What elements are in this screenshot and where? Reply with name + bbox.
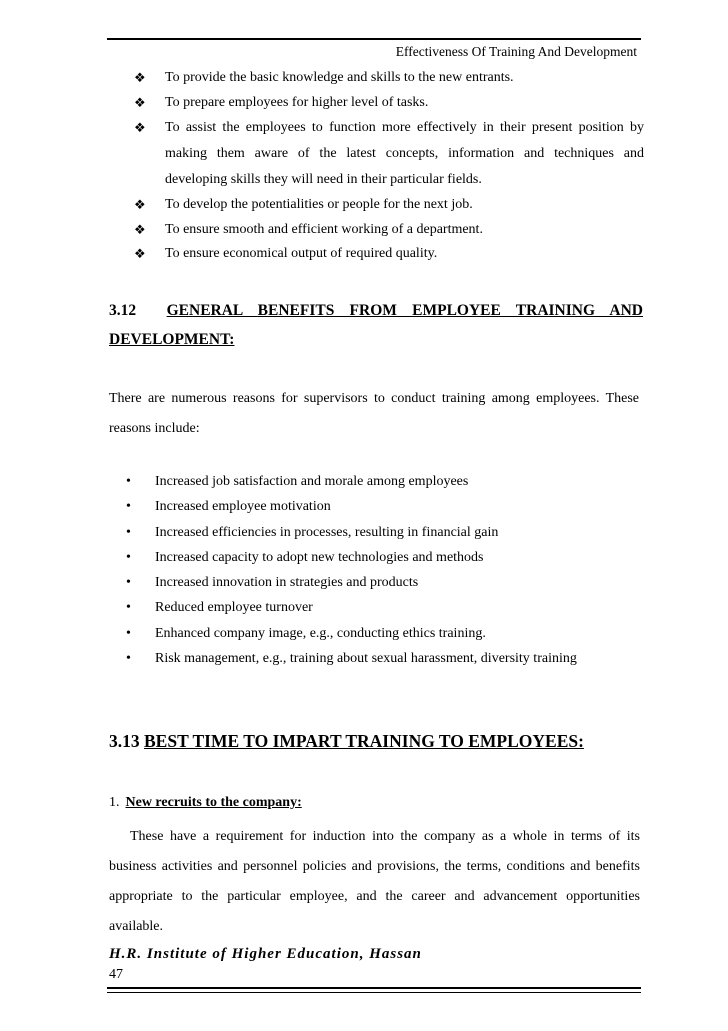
diamond-bullet-icon: ❖ [134, 197, 146, 212]
bullet-dot-icon: • [126, 499, 131, 515]
list-item [134, 66, 644, 91]
list-item [134, 91, 644, 116]
list-item-text: Risk management, e.g., training about sexual harassment, diversity training [155, 651, 577, 667]
list-item [123, 494, 643, 519]
list-item [123, 570, 643, 595]
subsection-paragraph: These have a requirement for induction into the company as a whole in terms of its business activities and personnel policies and provisions, the terms, conditions and benefits appropriate to the particular employee, and the career and advancement opportunities available. [109, 829, 640, 934]
list-item-text: Increased innovation in strategies and products [155, 575, 419, 591]
footer-rule-thin [107, 992, 641, 993]
bullet-dot-icon: • [126, 524, 131, 540]
list-item-text: Increased job satisfaction and morale among employees [155, 474, 469, 489]
running-header: Effectiveness Of Training And Development [395, 44, 637, 59]
list-item-text: To ensure smooth and efficient working of a department. [165, 221, 483, 237]
footer-institution: H.R. Institute of Higher Education, Hassan [109, 946, 422, 962]
list-item-text: Increased capacity to adopt new technologies and methods [155, 549, 484, 565]
diamond-bullet-icon: ❖ [134, 94, 146, 110]
list-item [123, 646, 643, 671]
list-item [123, 621, 643, 646]
diamond-bullet-icon: ❖ [134, 246, 146, 261]
diamond-bullet-icon: ❖ [134, 70, 146, 85]
section-title: BEST TIME TO IMPART TRAINING TO EMPLOYEES: [144, 731, 584, 751]
bullet-dot-icon: • [126, 625, 131, 641]
diamond-bullet-icon: ❖ [134, 120, 146, 135]
list-item-text: Reduced employee turnover [155, 600, 313, 616]
subsection-number: 1. [109, 795, 120, 810]
bullet-dot-icon: • [126, 474, 131, 489]
page-number: 47 [109, 967, 123, 982]
list-item-text: To develop the potentialities or people for the next job. [165, 197, 473, 212]
list-item [123, 545, 643, 570]
list-item [123, 520, 643, 545]
bullet-dot-icon: • [126, 549, 131, 565]
list-item [123, 595, 643, 620]
list-item-text: To prepare employees for higher level of tasks. [165, 94, 429, 110]
list-item [134, 115, 644, 193]
list-item-text: Increased employee motivation [155, 499, 331, 515]
list-item-text: Increased efficiencies in processes, resulting in financial gain [155, 524, 499, 540]
bullet-dot-icon: • [126, 651, 131, 667]
diamond-bullet-icon: ❖ [134, 221, 146, 237]
list-item-text: To assist the employees to function more effectively in their present position by making them aware of the latest concepts, information and techniques and developing skills they will need in their particular fields. [165, 120, 644, 187]
list-item-text: To provide the basic knowledge and skills to the new entrants. [165, 70, 514, 85]
section-number: 3.12 [109, 302, 137, 319]
subsection-heading [109, 795, 302, 811]
bullet-dot-icon: • [126, 575, 131, 591]
benefits-list [123, 469, 643, 671]
objectives-list [134, 66, 644, 267]
list-item [134, 218, 644, 243]
list-item [134, 193, 644, 218]
list-item-text: Enhanced company image, e.g., conducting ethics training. [155, 625, 486, 641]
subsection-title: New recruits to the company: [125, 795, 302, 810]
bullet-dot-icon: • [126, 600, 131, 616]
footer-rule [107, 987, 641, 989]
header-rule [107, 38, 641, 40]
list-item [123, 469, 643, 494]
section-heading-3-13 [109, 731, 584, 752]
section-heading-3-12 [109, 296, 643, 326]
section-title-continued: DEVELOPMENT: [109, 331, 235, 348]
list-item [134, 242, 644, 267]
section-title: GENERAL BENEFITS FROM EMPLOYEE TRAINING AND [166, 302, 643, 319]
list-item-text: To ensure economical output of required quality. [165, 246, 438, 261]
section-number: 3.13 [109, 731, 140, 751]
section-intro-paragraph: There are numerous reasons for supervisors to conduct training among employees. These reasons include: [109, 391, 639, 436]
